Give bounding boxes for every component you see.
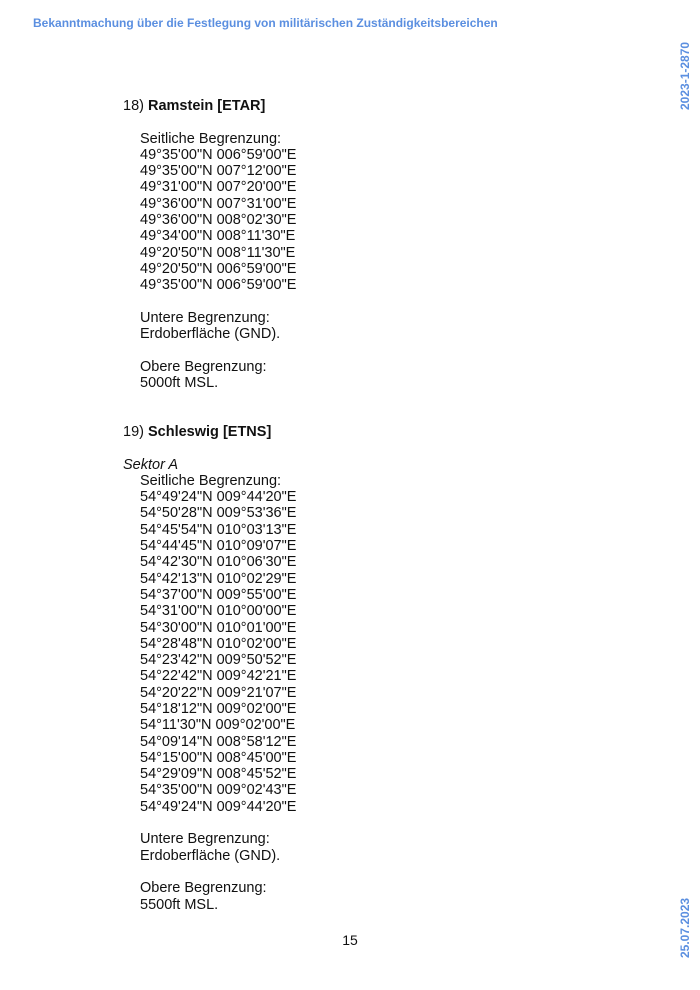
coordinate-line: 54°23'42"N 009°50'52"E [140, 652, 297, 669]
coordinate-line: 49°35'00"N 006°59'00"E [140, 146, 297, 163]
coordinate-line: 49°36'00"N 007°31'00"E [140, 195, 297, 212]
section-18-upper-value: 5000ft MSL. [140, 375, 219, 392]
coordinate-line: 49°31'00"N 007°20'00"E [140, 179, 297, 196]
coordinate-line: 49°20'50"N 008°11'30"E [140, 244, 296, 261]
section-19-number: 19) [123, 423, 144, 440]
coordinate-line: 54°37'00"N 009°55'00"E [140, 586, 297, 603]
section-19-upper-label: Obere Begrenzung: [140, 880, 267, 897]
section-18-lower-value: Erdoberfläche (GND). [140, 326, 281, 343]
coordinate-line: 54°42'13"N 010°02'29"E [140, 570, 297, 587]
coordinate-line: 49°20'50"N 006°59'00"E [140, 260, 297, 277]
section-18-heading [123, 98, 603, 114]
coordinate-line: 49°34'00"N 008°11'30"E [140, 228, 296, 245]
coordinate-line: 54°45'54"N 010°03'13"E [140, 521, 297, 538]
coordinate-line: 54°31'00"N 010°00'00"E [140, 603, 297, 620]
coordinate-line: 54°44'45"N 010°09'07"E [140, 538, 297, 555]
document-body [123, 98, 603, 913]
section-19-name: Schleswig [ETNS] [148, 423, 272, 440]
coordinate-line: 54°22'42"N 009°42'21"E [140, 668, 297, 685]
coordinate-line: 54°11'30"N 009°02'00"E [140, 717, 296, 734]
coordinate-line: 54°15'00"N 008°45'00"E [140, 749, 297, 766]
section-18-upper-label: Obere Begrenzung: [140, 358, 267, 375]
coordinate-line: 54°49'24"N 009°44'20"E [140, 798, 297, 815]
section-19-heading [123, 424, 603, 440]
coordinate-line: 49°36'00"N 008°02'30"E [140, 212, 297, 229]
coordinate-line: 54°28'48"N 010°02'00"E [140, 635, 297, 652]
document-reference: 2023-1-2870 [678, 41, 692, 110]
coordinate-line: 54°20'22"N 009°21'07"E [140, 684, 297, 701]
section-19-block [123, 473, 603, 913]
coordinate-line: 54°09'14"N 008°58'12"E [140, 733, 297, 750]
section-18-name: Ramstein [ETAR] [148, 98, 266, 114]
section-19-upper-value: 5500ft MSL. [140, 896, 219, 913]
section-18-lateral-label: Seitliche Begrenzung: [140, 130, 282, 147]
document-date: 25.07.2023 [678, 897, 692, 958]
section-19-lateral-label: Seitliche Begrenzung: [140, 472, 282, 489]
coordinate-line: 54°18'12"N 009°02'00"E [140, 700, 297, 717]
coordinate-line: 49°35'00"N 006°59'00"E [140, 277, 297, 294]
coordinate-line: 49°35'00"N 007°12'00"E [140, 163, 297, 180]
section-19-sector-label: Sektor A [123, 456, 179, 473]
section-19-lower-label: Untere Begrenzung: [140, 831, 270, 848]
coordinate-line: 54°42'30"N 010°06'30"E [140, 554, 297, 571]
page-number: 15 [342, 932, 358, 948]
section-18-number: 18) [123, 98, 144, 114]
section-18-lower-label: Untere Begrenzung: [140, 309, 270, 326]
coordinate-line: 54°50'28"N 009°53'36"E [140, 505, 297, 522]
coordinate-line: 54°49'24"N 009°44'20"E [140, 489, 297, 506]
section-19-lower-value: Erdoberfläche (GND). [140, 847, 281, 864]
coordinate-line: 54°29'09"N 008°45'52"E [140, 766, 297, 783]
coordinate-line: 54°35'00"N 009°02'43"E [140, 782, 297, 799]
section-19-coordinate-list [140, 489, 603, 815]
document-header-title: Bekanntmachung über die Festlegung von militärischen Zuständigkeitsbereichen [33, 16, 498, 30]
coordinate-line: 54°30'00"N 010°01'00"E [140, 619, 297, 636]
section-18-coordinate-list [140, 147, 603, 294]
section-18-block [123, 131, 603, 392]
